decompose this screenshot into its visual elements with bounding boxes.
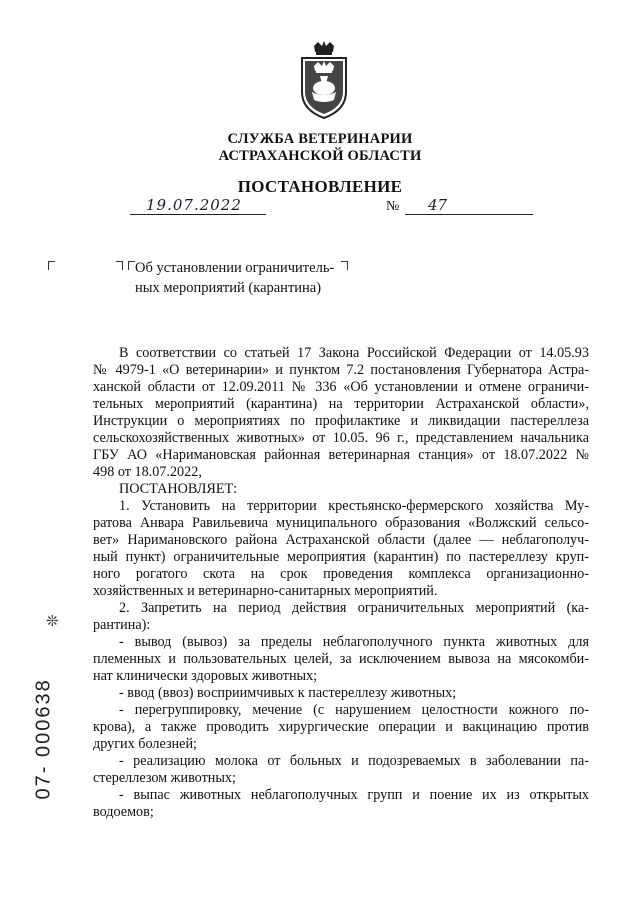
body-line: рантина): xyxy=(93,617,151,633)
subject-corner-mark xyxy=(128,261,135,270)
subject-line: Об установлении ограничитель- xyxy=(135,260,335,276)
body-line: племенных и пользовательных целей, за исключением вывоза на мясокомби- xyxy=(93,651,589,667)
organization-name-line2: АСТРАХАНСКОЙ ОБЛАСТИ xyxy=(218,148,422,164)
body-line: 498 от 18.07.2022, xyxy=(93,464,202,480)
body-line: ного рогатого скота на срок проведения комплекса организационно- xyxy=(93,566,589,582)
coat-of-arms-emblem xyxy=(296,40,352,120)
number-underline xyxy=(405,214,533,215)
body-line: ханской области от 12.09.2011 № 336 «Об установлении и отмене ограничи- xyxy=(93,379,589,395)
body-line: - реализацию молока от больных и подозреваемых в заболевании па- xyxy=(119,753,589,769)
document-type-title: ПОСТАНОВЛЕНИЕ xyxy=(237,177,403,196)
organization-name-line1: СЛУЖБА ВЕТЕРИНАРИИ xyxy=(227,131,413,147)
asterisk-stamp-icon: ❊ xyxy=(46,614,59,630)
body-line: 2. Запретить на период действия ограничительных мероприятий (ка- xyxy=(119,600,589,616)
address-corner-mark xyxy=(48,261,55,270)
body-line: хозяйственных и ветеринарно-санитарных мероприятий. xyxy=(93,583,438,599)
body-line: стереллезом животных; xyxy=(93,770,236,786)
body-line: - выпас животных неблагополучных групп и поение их из открытых xyxy=(119,787,589,803)
body-line: сельскохозяйственных животных» от 10.05. 96 г., представлением начальника xyxy=(93,430,589,446)
body-line: нат клинически здоровых животных; xyxy=(93,668,318,684)
body-line: водоемов; xyxy=(93,804,154,820)
body-line: - перегруппировку, мечение (с нарушением целостности кожного по- xyxy=(119,702,589,718)
body-line: - вывод (вывоз) за пределы неблагополучного пункта животных для xyxy=(119,634,589,650)
body-line: других болезней; xyxy=(93,736,197,752)
body-line: № 4979-1 «О ветеринарии» и пунктом 7.2 постановления Губернатора Астра- xyxy=(93,362,589,378)
subject-line: ных мероприятий (карантина) xyxy=(135,280,322,296)
vertical-registration-code: 07- 000638 xyxy=(32,678,55,800)
document-subject xyxy=(135,258,355,298)
address-corner-mark xyxy=(116,261,123,270)
body-line: ГБУ АО «Наримановская районная ветеринарная станция» от 18.07.2022 № xyxy=(93,447,589,463)
body-line: тельных мероприятий (карантина) на территории Астраханской области», xyxy=(93,396,589,412)
document-body xyxy=(93,345,589,821)
body-line: ный пункт) ограничительные мероприятия (карантин) по пастереллезу круп- xyxy=(93,549,589,565)
body-line: В соответствии со статьей 17 Закона Российской Федерации от 14.05.93 xyxy=(119,345,589,361)
document-date: 19.07.2022 xyxy=(146,196,242,214)
body-line: ратова Анвара Равильевича муниципального образования «Волжский сельсо- xyxy=(93,515,589,531)
body-line: 1. Установить на территории крестьянско-фермерского хозяйства Му- xyxy=(119,498,589,514)
body-line: Инструкции о мероприятиях по профилактике и ликвидации пастереллеза xyxy=(93,413,589,429)
number-label: № xyxy=(386,199,400,214)
body-line: крова), а также проводить хирургические операции и вакцинацию против xyxy=(93,719,589,735)
body-line: ПОСТАНОВЛЯЕТ: xyxy=(119,481,238,497)
date-underline xyxy=(130,214,266,215)
body-line: - ввод (ввоз) восприимчивых к пастереллезу животных; xyxy=(119,685,457,701)
document-number: 47 xyxy=(428,196,448,214)
body-line: вет» Наримановского района Астраханской области (далее — неблагополуч- xyxy=(93,532,589,548)
